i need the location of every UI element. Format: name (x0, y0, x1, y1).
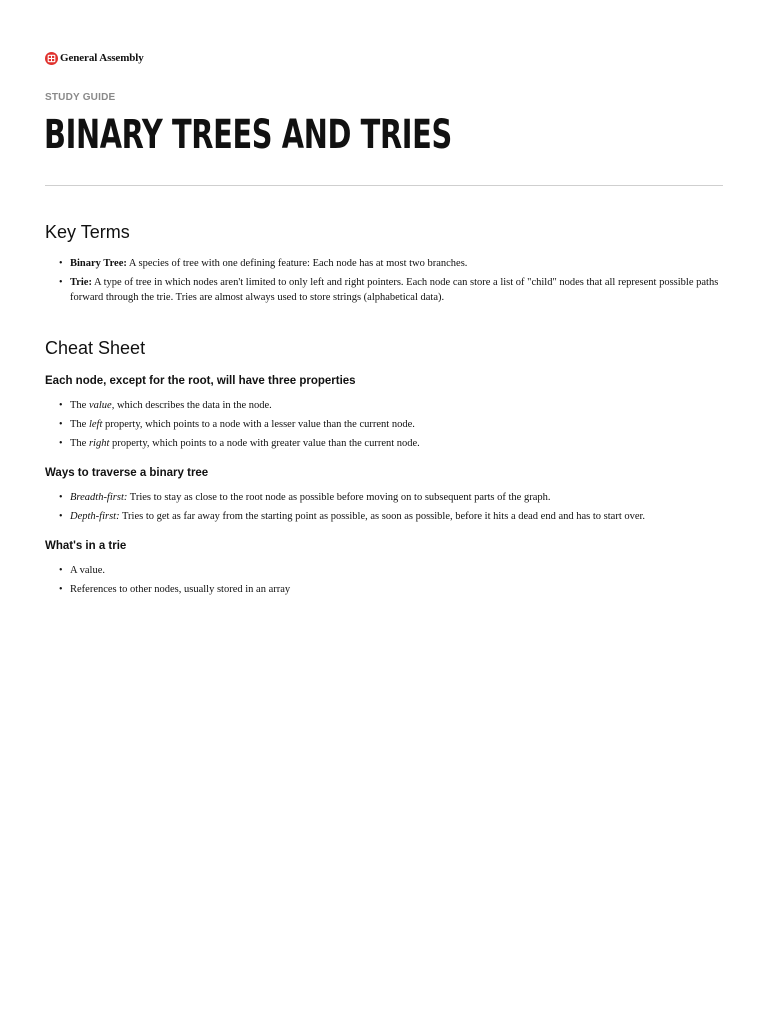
traverse-subheading: Ways to traverse a binary tree (45, 467, 209, 479)
item-text: which describes the data in the node. (114, 400, 272, 411)
term-label: Binary Tree: (70, 258, 127, 269)
term-definition: A type of tree in which nodes aren't limited to only left and right pointers. Each node can store a list of "child" nodes that all represent possible paths forward through the trie. Tries are almost always used to store strings (alphabetical data). (70, 277, 719, 303)
properties-subheading: Each node, except for the root, will have three properties (45, 375, 356, 387)
brand (45, 50, 144, 66)
list-item (45, 436, 735, 451)
document-type-label: STUDY GUIDE (45, 92, 116, 103)
trie-subheading: What's in a trie (45, 540, 127, 552)
list-item: • A value. (45, 563, 735, 578)
item-text: Tries to stay as close to the root node as possible before moving on to subsequent parts of the graph. (127, 492, 551, 503)
item-emphasis: left (88, 419, 103, 430)
brand-name: General Assembly (60, 52, 144, 64)
ga-logo-icon (45, 52, 58, 65)
item-text: Tries to get as far away from the starting point as possible, as soon as possible, before it hits a dead end and has to start over. (119, 511, 646, 522)
list-item (45, 275, 735, 305)
list-item (45, 490, 735, 505)
cheat-sheet-heading: Cheat Sheet (45, 338, 146, 358)
item-text: The (70, 419, 89, 430)
item-text: The (70, 400, 89, 411)
key-terms-list (45, 256, 735, 309)
key-terms-heading: Key Terms (45, 222, 130, 242)
item-emphasis: Depth-first: (70, 511, 120, 522)
item-emphasis: value, (88, 400, 115, 411)
list-item: • References to other nodes, usually stored in an array (45, 582, 735, 597)
list-item (45, 398, 735, 413)
item-text: property, which points to a node with a lesser value than the current node. (102, 419, 415, 430)
properties-list (45, 398, 735, 455)
list-item (45, 417, 735, 432)
term-definition: A species of tree with one defining feature: Each node has at most two branches. (126, 258, 468, 269)
header-divider (45, 185, 723, 186)
page-title: BINARY TREES AND TRIES (44, 112, 452, 158)
item-text: property, which points to a node with greater value than the current node. (109, 438, 420, 449)
trie-list (45, 563, 735, 601)
term-label: Trie: (70, 277, 92, 288)
item-emphasis: Breadth-first: (70, 492, 128, 503)
list-item (45, 509, 735, 524)
item-emphasis: right (88, 438, 110, 449)
item-text: The (70, 438, 89, 449)
list-item (45, 256, 735, 271)
traverse-list (45, 490, 735, 528)
